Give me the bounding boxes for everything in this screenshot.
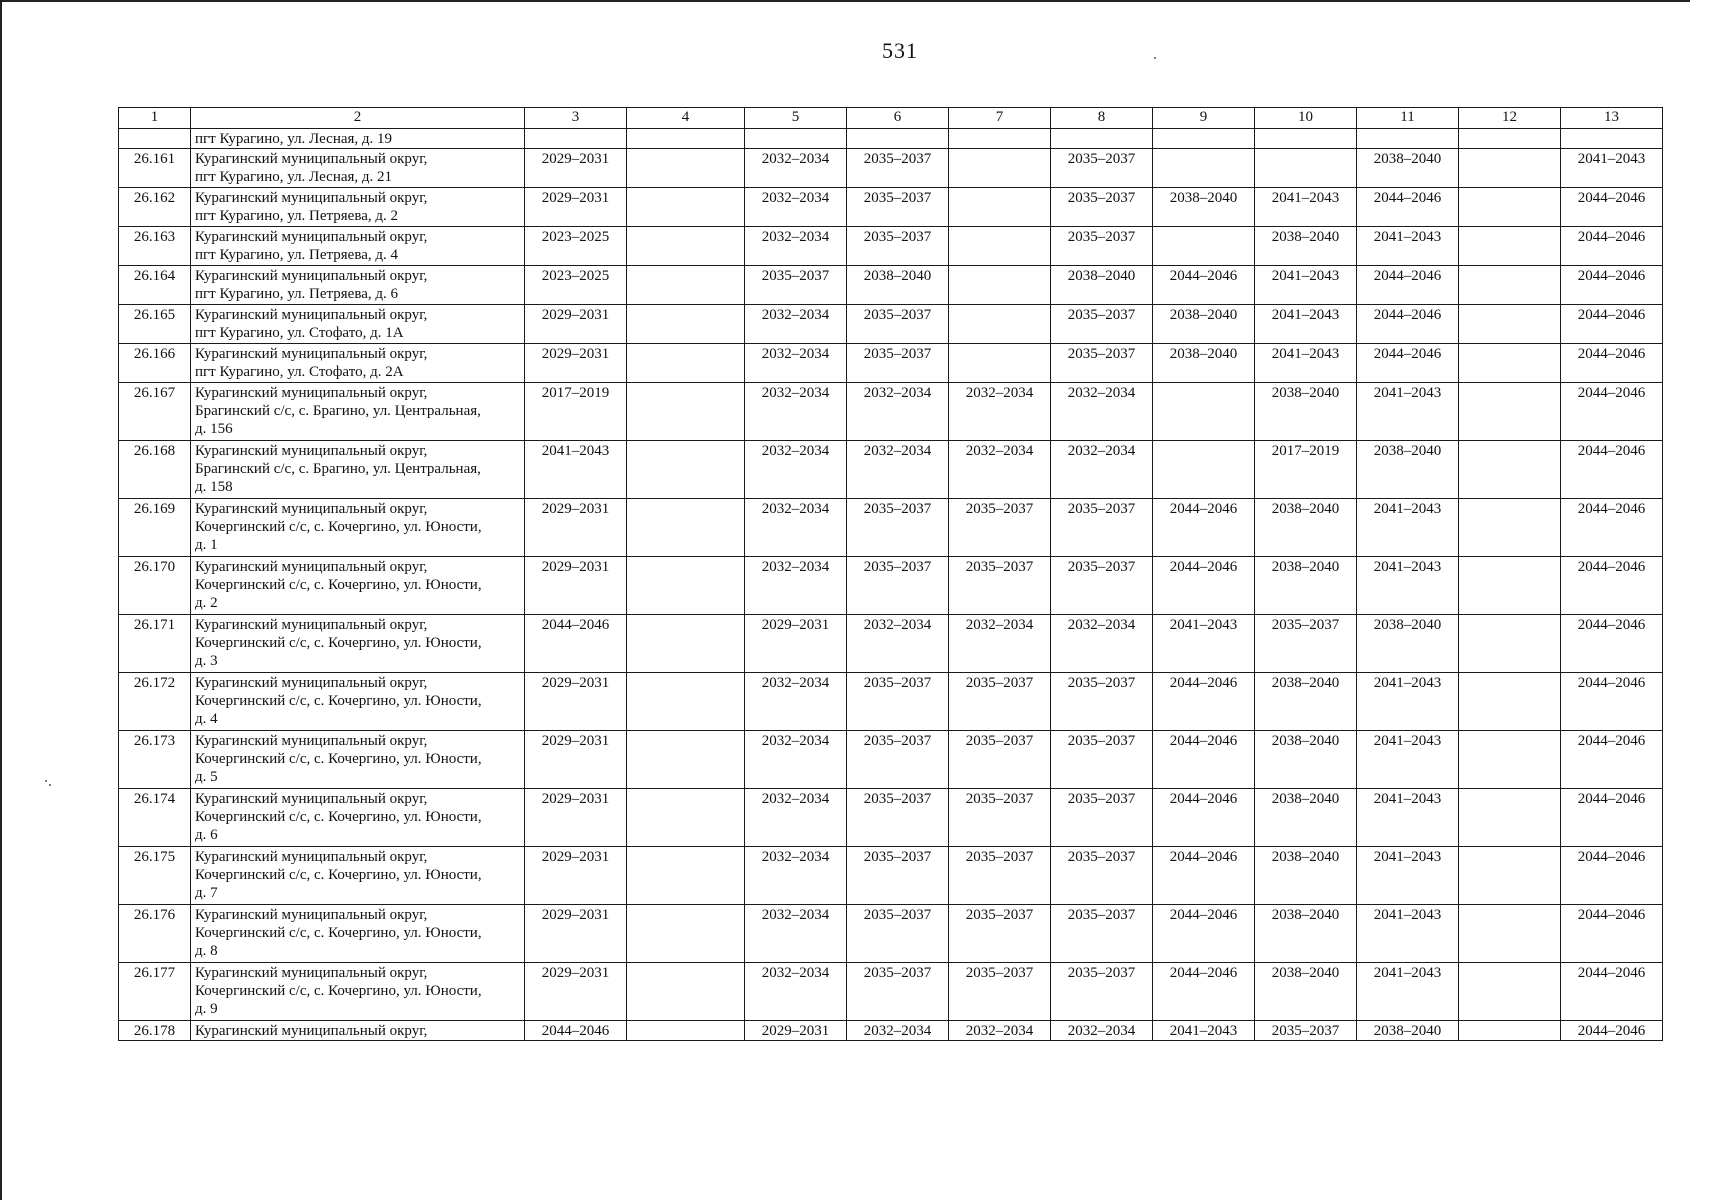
period-cell-col-3: 2023–2025	[525, 227, 627, 266]
period-cell-col-12	[1459, 1021, 1561, 1041]
row-number-cell: 26.168	[119, 441, 191, 499]
column-header-6: 6	[847, 108, 949, 129]
registry-table	[118, 107, 1663, 1041]
period-cell-col-13: 2044–2046	[1561, 266, 1663, 305]
period-cell-col-6: 2035–2037	[847, 789, 949, 847]
address-cell: Курагинский муниципальный округ, Кочергинский с/с, с. Кочергино, ул. Юности, д. 5	[191, 731, 525, 789]
period-cell-col-8: 2035–2037	[1051, 789, 1153, 847]
row-number-cell: 26.175	[119, 847, 191, 905]
scan-speck	[45, 780, 47, 782]
period-cell-col-9: 2044–2046	[1153, 905, 1255, 963]
period-cell-col-8: 2035–2037	[1051, 731, 1153, 789]
period-cell-col-11: 2041–2043	[1357, 789, 1459, 847]
period-cell-col-12	[1459, 615, 1561, 673]
row-number-cell: 26.164	[119, 266, 191, 305]
period-cell-col-13: 2044–2046	[1561, 441, 1663, 499]
period-cell-col-13: 2041–2043	[1561, 149, 1663, 188]
period-cell-col-3: 2029–2031	[525, 731, 627, 789]
period-cell-col-5: 2032–2034	[745, 441, 847, 499]
period-cell-col-9	[1153, 129, 1255, 149]
table-row	[119, 227, 1663, 266]
table-row	[119, 266, 1663, 305]
period-cell-col-4	[627, 305, 745, 344]
period-cell-col-11: 2038–2040	[1357, 441, 1459, 499]
period-cell-col-12	[1459, 266, 1561, 305]
period-cell-col-6: 2035–2037	[847, 557, 949, 615]
period-cell-col-13: 2044–2046	[1561, 847, 1663, 905]
period-cell-col-6: 2035–2037	[847, 188, 949, 227]
period-cell-col-6: 2035–2037	[847, 344, 949, 383]
period-cell-col-11: 2041–2043	[1357, 963, 1459, 1021]
period-cell-col-5: 2032–2034	[745, 305, 847, 344]
column-header-2: 2	[191, 108, 525, 129]
row-number-cell: 26.170	[119, 557, 191, 615]
table-row	[119, 344, 1663, 383]
period-cell-col-12	[1459, 305, 1561, 344]
address-cell: Курагинский муниципальный округ, пгт Курагино, ул. Лесная, д. 21	[191, 149, 525, 188]
period-cell-col-4	[627, 227, 745, 266]
period-cell-col-12	[1459, 847, 1561, 905]
period-cell-col-7	[949, 344, 1051, 383]
period-cell-col-4	[627, 557, 745, 615]
period-cell-col-8: 2035–2037	[1051, 499, 1153, 557]
period-cell-col-3: 2029–2031	[525, 963, 627, 1021]
period-cell-col-7: 2035–2037	[949, 673, 1051, 731]
period-cell-col-10: 2041–2043	[1255, 266, 1357, 305]
address-cell: Курагинский муниципальный округ,	[191, 1021, 525, 1041]
period-cell-col-8: 2035–2037	[1051, 305, 1153, 344]
page-number: 531	[882, 38, 918, 63]
period-cell-col-9: 2044–2046	[1153, 266, 1255, 305]
period-cell-col-7: 2032–2034	[949, 441, 1051, 499]
period-cell-col-10: 2041–2043	[1255, 188, 1357, 227]
period-cell-col-9: 2038–2040	[1153, 344, 1255, 383]
period-cell-col-12	[1459, 557, 1561, 615]
period-cell-col-12	[1459, 673, 1561, 731]
column-header-8: 8	[1051, 108, 1153, 129]
period-cell-col-13: 2044–2046	[1561, 789, 1663, 847]
period-cell-col-13: 2044–2046	[1561, 673, 1663, 731]
row-number-cell: 26.166	[119, 344, 191, 383]
column-header-13: 13	[1561, 108, 1663, 129]
column-header-7: 7	[949, 108, 1051, 129]
period-cell-col-3: 2044–2046	[525, 615, 627, 673]
period-cell-col-13: 2044–2046	[1561, 344, 1663, 383]
period-cell-col-11: 2041–2043	[1357, 227, 1459, 266]
period-cell-col-12	[1459, 129, 1561, 149]
period-cell-col-7: 2035–2037	[949, 499, 1051, 557]
period-cell-col-11: 2041–2043	[1357, 557, 1459, 615]
period-cell-col-5: 2032–2034	[745, 499, 847, 557]
period-cell-col-4	[627, 266, 745, 305]
period-cell-col-7: 2035–2037	[949, 557, 1051, 615]
period-cell-col-12	[1459, 499, 1561, 557]
period-cell-col-10: 2035–2037	[1255, 615, 1357, 673]
period-cell-col-4	[627, 905, 745, 963]
address-cell: Курагинский муниципальный округ, Брагинский с/с, с. Брагино, ул. Центральная, д. 158	[191, 441, 525, 499]
period-cell-col-8: 2035–2037	[1051, 557, 1153, 615]
period-cell-col-6: 2035–2037	[847, 673, 949, 731]
period-cell-col-10: 2038–2040	[1255, 383, 1357, 441]
scan-speck	[49, 784, 51, 786]
period-cell-col-8: 2032–2034	[1051, 1021, 1153, 1041]
period-cell-col-7	[949, 266, 1051, 305]
period-cell-col-13: 2044–2046	[1561, 227, 1663, 266]
period-cell-col-5: 2029–2031	[745, 615, 847, 673]
address-cell: Курагинский муниципальный округ, пгт Курагино, ул. Петряева, д. 4	[191, 227, 525, 266]
period-cell-col-11: 2044–2046	[1357, 344, 1459, 383]
period-cell-col-5: 2032–2034	[745, 673, 847, 731]
table-row	[119, 305, 1663, 344]
address-cell: Курагинский муниципальный округ, Кочергинский с/с, с. Кочергино, ул. Юности, д. 2	[191, 557, 525, 615]
period-cell-col-10: 2038–2040	[1255, 499, 1357, 557]
table-body	[119, 129, 1663, 1041]
period-cell-col-7: 2035–2037	[949, 789, 1051, 847]
period-cell-col-9: 2044–2046	[1153, 731, 1255, 789]
period-cell-col-8: 2032–2034	[1051, 383, 1153, 441]
period-cell-col-4	[627, 441, 745, 499]
period-cell-col-11: 2038–2040	[1357, 149, 1459, 188]
period-cell-col-8: 2035–2037	[1051, 905, 1153, 963]
period-cell-col-10: 2038–2040	[1255, 673, 1357, 731]
period-cell-col-6: 2032–2034	[847, 1021, 949, 1041]
column-header-5: 5	[745, 108, 847, 129]
period-cell-col-3: 2029–2031	[525, 847, 627, 905]
table-row	[119, 905, 1663, 963]
period-cell-col-11: 2044–2046	[1357, 266, 1459, 305]
period-cell-col-9: 2044–2046	[1153, 499, 1255, 557]
period-cell-col-6: 2035–2037	[847, 305, 949, 344]
period-cell-col-6: 2035–2037	[847, 227, 949, 266]
period-cell-col-3: 2029–2031	[525, 499, 627, 557]
period-cell-col-6	[847, 129, 949, 149]
period-cell-col-7	[949, 227, 1051, 266]
column-header-11: 11	[1357, 108, 1459, 129]
period-cell-col-4	[627, 1021, 745, 1041]
period-cell-col-8: 2035–2037	[1051, 188, 1153, 227]
table-row	[119, 383, 1663, 441]
row-number-cell: 26.171	[119, 615, 191, 673]
period-cell-col-3: 2029–2031	[525, 673, 627, 731]
period-cell-col-10: 2038–2040	[1255, 905, 1357, 963]
period-cell-col-9	[1153, 383, 1255, 441]
period-cell-col-11	[1357, 129, 1459, 149]
period-cell-col-8: 2035–2037	[1051, 847, 1153, 905]
row-number-cell: 26.161	[119, 149, 191, 188]
table-header-row	[119, 108, 1663, 129]
period-cell-col-10: 2038–2040	[1255, 789, 1357, 847]
period-cell-col-13: 2044–2046	[1561, 383, 1663, 441]
period-cell-col-12	[1459, 441, 1561, 499]
period-cell-col-13	[1561, 129, 1663, 149]
address-cell: Курагинский муниципальный округ, Брагинский с/с, с. Брагино, ул. Центральная, д. 156	[191, 383, 525, 441]
period-cell-col-10: 2038–2040	[1255, 847, 1357, 905]
period-cell-col-7	[949, 129, 1051, 149]
period-cell-col-9: 2038–2040	[1153, 305, 1255, 344]
period-cell-col-5: 2032–2034	[745, 847, 847, 905]
row-number-cell: 26.174	[119, 789, 191, 847]
table-row	[119, 1021, 1663, 1041]
period-cell-col-13: 2044–2046	[1561, 963, 1663, 1021]
period-cell-col-11: 2038–2040	[1357, 615, 1459, 673]
period-cell-col-13: 2044–2046	[1561, 905, 1663, 963]
period-cell-col-5	[745, 129, 847, 149]
column-header-9: 9	[1153, 108, 1255, 129]
period-cell-col-10: 2038–2040	[1255, 557, 1357, 615]
period-cell-col-3: 2029–2031	[525, 557, 627, 615]
period-cell-col-12	[1459, 188, 1561, 227]
address-cell: Курагинский муниципальный округ, Кочергинский с/с, с. Кочергино, ул. Юности, д. 8	[191, 905, 525, 963]
period-cell-col-7	[949, 149, 1051, 188]
period-cell-col-7: 2032–2034	[949, 615, 1051, 673]
table-row	[119, 557, 1663, 615]
period-cell-col-7	[949, 305, 1051, 344]
period-cell-col-6: 2035–2037	[847, 149, 949, 188]
column-header-10: 10	[1255, 108, 1357, 129]
period-cell-col-4	[627, 731, 745, 789]
period-cell-col-12	[1459, 963, 1561, 1021]
table-row	[119, 963, 1663, 1021]
address-cell: Курагинский муниципальный округ, Кочергинский с/с, с. Кочергино, ул. Юности, д. 3	[191, 615, 525, 673]
period-cell-col-12	[1459, 905, 1561, 963]
period-cell-col-4	[627, 499, 745, 557]
table-row	[119, 847, 1663, 905]
period-cell-col-10: 2038–2040	[1255, 731, 1357, 789]
row-number-cell: 26.177	[119, 963, 191, 1021]
period-cell-col-5: 2032–2034	[745, 149, 847, 188]
column-header-1: 1	[119, 108, 191, 129]
period-cell-col-3: 2023–2025	[525, 266, 627, 305]
row-number-cell: 26.176	[119, 905, 191, 963]
period-cell-col-11: 2041–2043	[1357, 905, 1459, 963]
column-header-4: 4	[627, 108, 745, 129]
row-number-cell	[119, 129, 191, 149]
period-cell-col-9: 2044–2046	[1153, 847, 1255, 905]
column-header-3: 3	[525, 108, 627, 129]
period-cell-col-13: 2044–2046	[1561, 557, 1663, 615]
period-cell-col-11: 2041–2043	[1357, 383, 1459, 441]
period-cell-col-9: 2044–2046	[1153, 673, 1255, 731]
period-cell-col-3: 2044–2046	[525, 1021, 627, 1041]
period-cell-col-11: 2041–2043	[1357, 499, 1459, 557]
period-cell-col-4	[627, 129, 745, 149]
period-cell-col-8: 2038–2040	[1051, 266, 1153, 305]
period-cell-col-7: 2035–2037	[949, 963, 1051, 1021]
period-cell-col-12	[1459, 789, 1561, 847]
address-cell: Курагинский муниципальный округ, пгт Курагино, ул. Петряева, д. 6	[191, 266, 525, 305]
scan-edge-left	[0, 0, 2, 1200]
period-cell-col-7: 2035–2037	[949, 847, 1051, 905]
period-cell-col-3	[525, 129, 627, 149]
period-cell-col-11: 2038–2040	[1357, 1021, 1459, 1041]
row-number-cell: 26.163	[119, 227, 191, 266]
period-cell-col-5: 2032–2034	[745, 905, 847, 963]
row-number-cell: 26.165	[119, 305, 191, 344]
period-cell-col-8: 2035–2037	[1051, 227, 1153, 266]
scan-speck	[1154, 57, 1156, 59]
period-cell-col-8: 2035–2037	[1051, 673, 1153, 731]
period-cell-col-5: 2032–2034	[745, 963, 847, 1021]
period-cell-col-13: 2044–2046	[1561, 731, 1663, 789]
period-cell-col-7: 2035–2037	[949, 905, 1051, 963]
period-cell-col-8: 2035–2037	[1051, 963, 1153, 1021]
period-cell-col-12	[1459, 731, 1561, 789]
period-cell-col-10	[1255, 129, 1357, 149]
period-cell-col-4	[627, 847, 745, 905]
period-cell-col-5: 2032–2034	[745, 227, 847, 266]
address-cell: Курагинский муниципальный округ, пгт Курагино, ул. Стофато, д. 1А	[191, 305, 525, 344]
row-number-cell: 26.162	[119, 188, 191, 227]
period-cell-col-5: 2032–2034	[745, 188, 847, 227]
table-row	[119, 129, 1663, 149]
period-cell-col-9: 2041–2043	[1153, 615, 1255, 673]
period-cell-col-7: 2035–2037	[949, 731, 1051, 789]
period-cell-col-10	[1255, 149, 1357, 188]
period-cell-col-4	[627, 789, 745, 847]
period-cell-col-12	[1459, 227, 1561, 266]
period-cell-col-6: 2032–2034	[847, 383, 949, 441]
address-cell: Курагинский муниципальный округ, пгт Курагино, ул. Петряева, д. 2	[191, 188, 525, 227]
address-cell: Курагинский муниципальный округ, Кочергинский с/с, с. Кочергино, ул. Юности, д. 6	[191, 789, 525, 847]
address-cell: Курагинский муниципальный округ, пгт Курагино, ул. Стофато, д. 2А	[191, 344, 525, 383]
period-cell-col-9	[1153, 441, 1255, 499]
address-cell: Курагинский муниципальный округ, Кочергинский с/с, с. Кочергино, ул. Юности, д. 4	[191, 673, 525, 731]
address-cell: Курагинский муниципальный округ, Кочергинский с/с, с. Кочергино, ул. Юности, д. 7	[191, 847, 525, 905]
period-cell-col-9	[1153, 227, 1255, 266]
row-number-cell: 26.167	[119, 383, 191, 441]
table-row	[119, 789, 1663, 847]
period-cell-col-8: 2035–2037	[1051, 149, 1153, 188]
period-cell-col-3: 2029–2031	[525, 149, 627, 188]
period-cell-col-8: 2032–2034	[1051, 615, 1153, 673]
period-cell-col-10: 2035–2037	[1255, 1021, 1357, 1041]
scan-edge-top	[0, 0, 1690, 2]
period-cell-col-13: 2044–2046	[1561, 305, 1663, 344]
table-row	[119, 673, 1663, 731]
table-row	[119, 731, 1663, 789]
period-cell-col-6: 2035–2037	[847, 905, 949, 963]
period-cell-col-3: 2029–2031	[525, 905, 627, 963]
period-cell-col-11: 2044–2046	[1357, 305, 1459, 344]
period-cell-col-5: 2032–2034	[745, 731, 847, 789]
period-cell-col-4	[627, 673, 745, 731]
period-cell-col-9: 2038–2040	[1153, 188, 1255, 227]
period-cell-col-8: 2035–2037	[1051, 344, 1153, 383]
period-cell-col-11: 2041–2043	[1357, 731, 1459, 789]
table-row	[119, 499, 1663, 557]
period-cell-col-3: 2029–2031	[525, 305, 627, 344]
table-row	[119, 149, 1663, 188]
table-row	[119, 615, 1663, 673]
period-cell-col-9	[1153, 149, 1255, 188]
column-header-12: 12	[1459, 108, 1561, 129]
row-number-cell: 26.173	[119, 731, 191, 789]
period-cell-col-7: 2032–2034	[949, 383, 1051, 441]
period-cell-col-9: 2044–2046	[1153, 789, 1255, 847]
period-cell-col-13: 2044–2046	[1561, 615, 1663, 673]
period-cell-col-12	[1459, 344, 1561, 383]
period-cell-col-11: 2041–2043	[1357, 673, 1459, 731]
period-cell-col-3: 2017–2019	[525, 383, 627, 441]
address-cell: Курагинский муниципальный округ, Кочергинский с/с, с. Кочергино, ул. Юности, д. 1	[191, 499, 525, 557]
period-cell-col-10: 2041–2043	[1255, 344, 1357, 383]
address-cell: пгт Курагино, ул. Лесная, д. 19	[191, 129, 525, 149]
period-cell-col-6: 2035–2037	[847, 731, 949, 789]
period-cell-col-4	[627, 149, 745, 188]
period-cell-col-8	[1051, 129, 1153, 149]
period-cell-col-5: 2032–2034	[745, 557, 847, 615]
period-cell-col-13: 2044–2046	[1561, 188, 1663, 227]
table-row	[119, 188, 1663, 227]
row-number-cell: 26.172	[119, 673, 191, 731]
period-cell-col-12	[1459, 149, 1561, 188]
period-cell-col-10: 2038–2040	[1255, 227, 1357, 266]
period-cell-col-12	[1459, 383, 1561, 441]
period-cell-col-4	[627, 344, 745, 383]
period-cell-col-5: 2032–2034	[745, 344, 847, 383]
period-cell-col-7: 2032–2034	[949, 1021, 1051, 1041]
period-cell-col-8: 2032–2034	[1051, 441, 1153, 499]
period-cell-col-6: 2032–2034	[847, 615, 949, 673]
period-cell-col-4	[627, 383, 745, 441]
period-cell-col-11: 2044–2046	[1357, 188, 1459, 227]
period-cell-col-5: 2035–2037	[745, 266, 847, 305]
period-cell-col-4	[627, 615, 745, 673]
period-cell-col-11: 2041–2043	[1357, 847, 1459, 905]
period-cell-col-6: 2035–2037	[847, 499, 949, 557]
period-cell-col-5: 2029–2031	[745, 1021, 847, 1041]
period-cell-col-3: 2029–2031	[525, 789, 627, 847]
period-cell-col-4	[627, 188, 745, 227]
period-cell-col-9: 2041–2043	[1153, 1021, 1255, 1041]
period-cell-col-3: 2029–2031	[525, 344, 627, 383]
period-cell-col-10: 2041–2043	[1255, 305, 1357, 344]
period-cell-col-10: 2038–2040	[1255, 963, 1357, 1021]
period-cell-col-3: 2029–2031	[525, 188, 627, 227]
period-cell-col-4	[627, 963, 745, 1021]
period-cell-col-10: 2017–2019	[1255, 441, 1357, 499]
row-number-cell: 26.169	[119, 499, 191, 557]
period-cell-col-5: 2032–2034	[745, 789, 847, 847]
period-cell-col-6: 2035–2037	[847, 963, 949, 1021]
period-cell-col-7	[949, 188, 1051, 227]
row-number-cell: 26.178	[119, 1021, 191, 1041]
address-cell: Курагинский муниципальный округ, Кочергинский с/с, с. Кочергино, ул. Юности, д. 9	[191, 963, 525, 1021]
period-cell-col-5: 2032–2034	[745, 383, 847, 441]
period-cell-col-9: 2044–2046	[1153, 963, 1255, 1021]
period-cell-col-13: 2044–2046	[1561, 499, 1663, 557]
period-cell-col-6: 2032–2034	[847, 441, 949, 499]
period-cell-col-9: 2044–2046	[1153, 557, 1255, 615]
table-row	[119, 441, 1663, 499]
period-cell-col-3: 2041–2043	[525, 441, 627, 499]
period-cell-col-6: 2038–2040	[847, 266, 949, 305]
period-cell-col-6: 2035–2037	[847, 847, 949, 905]
period-cell-col-13: 2044–2046	[1561, 1021, 1663, 1041]
